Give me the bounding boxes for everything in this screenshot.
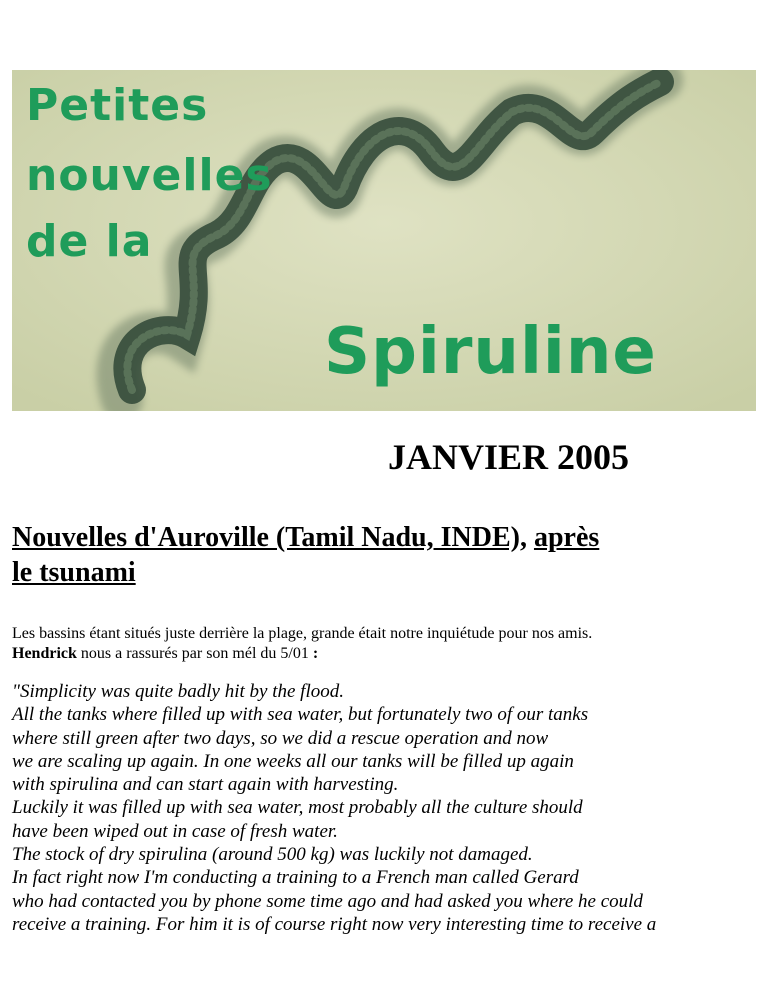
article-headline bbox=[12, 520, 752, 590]
banner-title-line1: Petites bbox=[26, 80, 209, 131]
intro-paragraph bbox=[12, 624, 752, 664]
issue-date: JANVIER 2005 bbox=[388, 437, 630, 477]
intro-colon: : bbox=[312, 645, 319, 662]
quote-line: The stock of dry spirulina (around 500 kg) was luckily not damaged. bbox=[12, 844, 533, 866]
intro-line2 bbox=[12, 644, 752, 664]
quote-line: receive a training. For him it is of course right now very interesting time to receive a bbox=[12, 913, 657, 935]
headline-part2 bbox=[527, 522, 534, 553]
quote-line: who had contacted you by phone some time ago and had asked you where he could bbox=[12, 890, 643, 912]
quote-line: we are scaling up again. In one weeks all our tanks will be filled up again bbox=[12, 750, 574, 772]
newsletter-banner bbox=[12, 70, 756, 411]
intro-line1: Les bassins étant situés juste derrière la plage, grande était notre inquiétude pour nos amis. bbox=[12, 625, 593, 642]
quote-line: "Simplicity was quite badly hit by the flood. bbox=[12, 681, 344, 702]
headline-part1: Nouvelles d'Auroville (Tamil Nadu, INDE), bbox=[12, 522, 527, 553]
quote-line: Luckily it was filled up with sea water, most probably all the culture should bbox=[12, 797, 583, 819]
intro-line2-rest: nous a rassurés par son mél du 5/01 bbox=[76, 645, 313, 662]
quoted-email bbox=[12, 680, 756, 936]
quote-line: All the tanks where filled up with sea water, but fortunately two of our tanks bbox=[12, 704, 589, 726]
quote-line: where still green after two days, so we did a rescue operation and now bbox=[12, 727, 549, 749]
banner-title-line2: nouvelles bbox=[26, 150, 273, 201]
intro-name: Hendrick bbox=[12, 645, 77, 662]
banner-title-line4: Spiruline bbox=[324, 315, 657, 389]
quote-line: In fact right now I'm conducting a training to a French man called Gerard bbox=[12, 867, 579, 889]
quote-line: with spirulina and can start again with harvesting. bbox=[12, 774, 399, 796]
headline-part4: le tsunami bbox=[12, 557, 136, 588]
banner-title-line3: de la bbox=[26, 216, 153, 267]
headline-part3: après bbox=[533, 522, 600, 553]
quote-line: have been wiped out in case of fresh water. bbox=[12, 820, 338, 842]
